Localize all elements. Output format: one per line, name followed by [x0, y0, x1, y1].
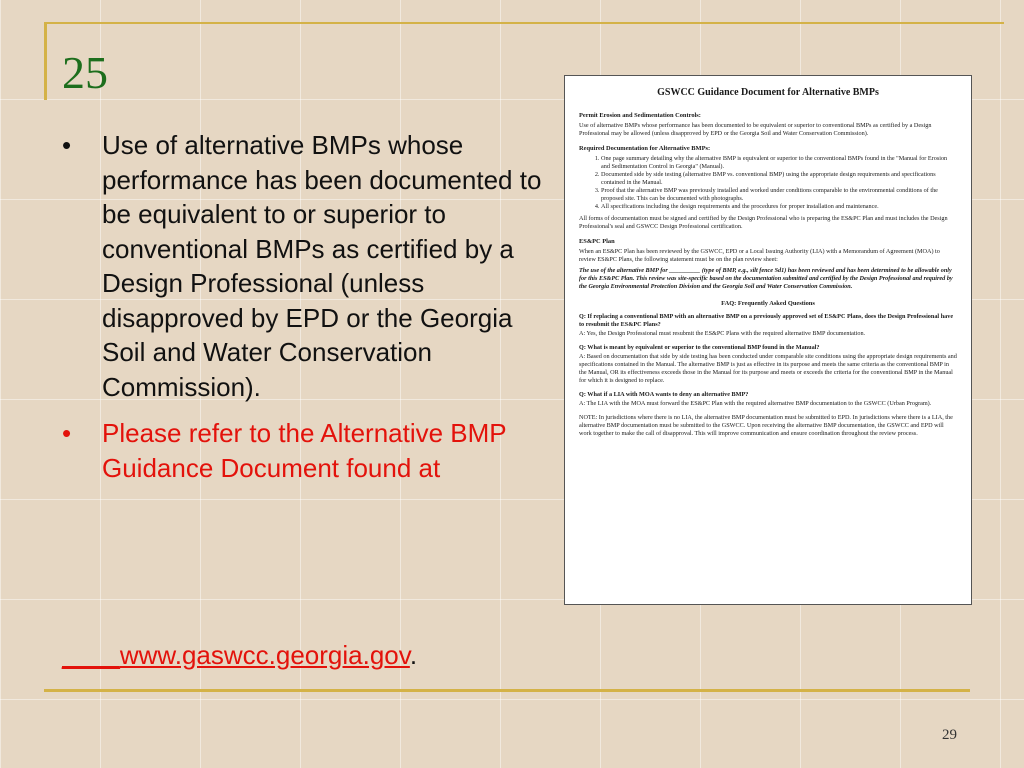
page-number: 29 — [942, 727, 957, 743]
decorative-vertical-rule — [44, 22, 47, 100]
doc-faq-question: Q: If replacing a conventional BMP with an alternative BMP on a previously approved set of ES&PC Plans, does the Design Professional have to resubmit the ES&PC Plans? — [579, 313, 954, 328]
doc-faq-title: FAQ: Frequently Asked Questions — [721, 300, 815, 307]
doc-faq-answer: A: Based on documentation that side by side testing has been conducted under comparable site conditions using the appropriate design requirements and specifications contained in the Manual. The alternative BMP is just as effective in its purpose and meets the same criteria as the conventional BMP in the Manual, OR its effectiveness exceeds those in the Manual for its purpose and meets or exceeds the criteria for the conventional BMP in the Manual for which it is designed to replace. — [579, 353, 957, 384]
doc-heading: ES&PC Plan — [579, 238, 615, 245]
doc-faq-answer: A: The LIA with the MOA must forward the ES&PC Plan with the required alternative BMP documentation to the GSWCC (Urban Program). — [579, 400, 932, 407]
bullet-text: Please refer to the Alternative BMP Guidance Document found at — [102, 418, 507, 483]
link-underline-prefix: ____ — [62, 640, 120, 670]
doc-paragraph: When an ES&PC Plan has been reviewed by the GSWCC, EPD or a Local Issuing Authority (LIA) with a Memorandum of Agreement (MOA) to review ES&PC Plans, the following statement must be on the plan review sheet: — [579, 248, 940, 263]
bullet-marker: • — [62, 130, 72, 160]
bullet-marker: • — [62, 418, 72, 448]
doc-list-item: 1. One page summary detailing why the alternative BMP is equivalent or superior to the conventional BMPs found in the "Manual for Erosion and Sedimentation Control in Georgia" (Manual). — [601, 155, 957, 171]
doc-faq-answer: A: Yes, the Design Professional must resubmit the ES&PC Plans with the required alternative BMP documentation. — [579, 330, 866, 337]
doc-paragraph: Use of alternative BMPs whose performance has been documented to be equivalent or superior to conventional BMPs as certified by a Design Professional may be allowed (unless disapproved by EPD or the Georgia Soil and Water Conservation Commission). — [579, 122, 932, 137]
bullet-item — [62, 128, 562, 404]
doc-numbered-list — [579, 155, 957, 211]
bullet-list — [62, 128, 562, 497]
website-link[interactable]: www.gaswcc.georgia.gov — [119, 640, 410, 670]
doc-paragraph: All forms of documentation must be signed and certified by the Design Professional who is preparing the ES&PC Plan and must includes the Design Professional's seal and GSWCC Design Professional certification. — [579, 215, 948, 230]
doc-heading: Required Documentation for Alternative BMPs: — [579, 145, 711, 152]
doc-faq-question: Q: What if a LIA with MOA wants to deny an alternative BMP? — [579, 391, 749, 398]
decorative-bottom-rule — [44, 689, 970, 692]
link-line — [62, 640, 417, 671]
bullet-item — [62, 416, 562, 485]
slide-title: 25 — [62, 47, 108, 98]
doc-list-item: 3. Proof that the alternative BMP was previously installed and worked under conditions comparable to the environmental conditions of the proposed site. This can be documented with photographs. — [601, 187, 957, 203]
doc-faq-question: Q: What is meant by equivalent or superior to the conventional BMP found in the Manual? — [579, 344, 820, 351]
doc-heading: Permit Erosion and Sedimentation Controls: — [579, 112, 701, 119]
doc-list-item: 4. All specifications including the design requirements and the procedures for proper installation and maintenance. — [601, 203, 957, 211]
doc-list-item: 2. Documented side by side testing (alternative BMP vs. conventional BMP) using the appropriate design requirements and specifications contained in the Manual. — [601, 171, 957, 187]
doc-title: GSWCC Guidance Document for Alternative BMPs — [657, 87, 879, 98]
guidance-document-image — [564, 75, 972, 605]
doc-statement: The use of the alternative BMP for __________ (type of BMP, e.g., silt fence Sd1) has been reviewed and has been determined to be allowable only for this ES&PC Plan. This review was site-specific based on the documentation submitted and certified by the Design Professional and required by the Georgia Environmental Protection Division and the Georgia Soil and Water Conservation Commission. — [579, 267, 953, 290]
doc-note: NOTE: In jurisdictions where there is no LIA, the alternative BMP documentation must be submitted to EPD. In jurisdictions where there is a LIA, the alternative BMP documentation must be submitted to the GSWCC. Upon receiving the alternative BMP documentation, the GSWCC and EPD will work together to make the call of disapproval. This will improve communication and ensure coordination throughout the review process. — [579, 414, 953, 437]
decorative-top-rule — [44, 22, 1004, 24]
bullet-text: Use of alternative BMPs whose performance has been documented to be equivalent to or superior to conventional BMPs as certified by a Design Professional (unless disapproved by EPD or the Georgia Soil and Water Conservation Commission). — [102, 130, 542, 402]
link-period: . — [409, 640, 418, 670]
